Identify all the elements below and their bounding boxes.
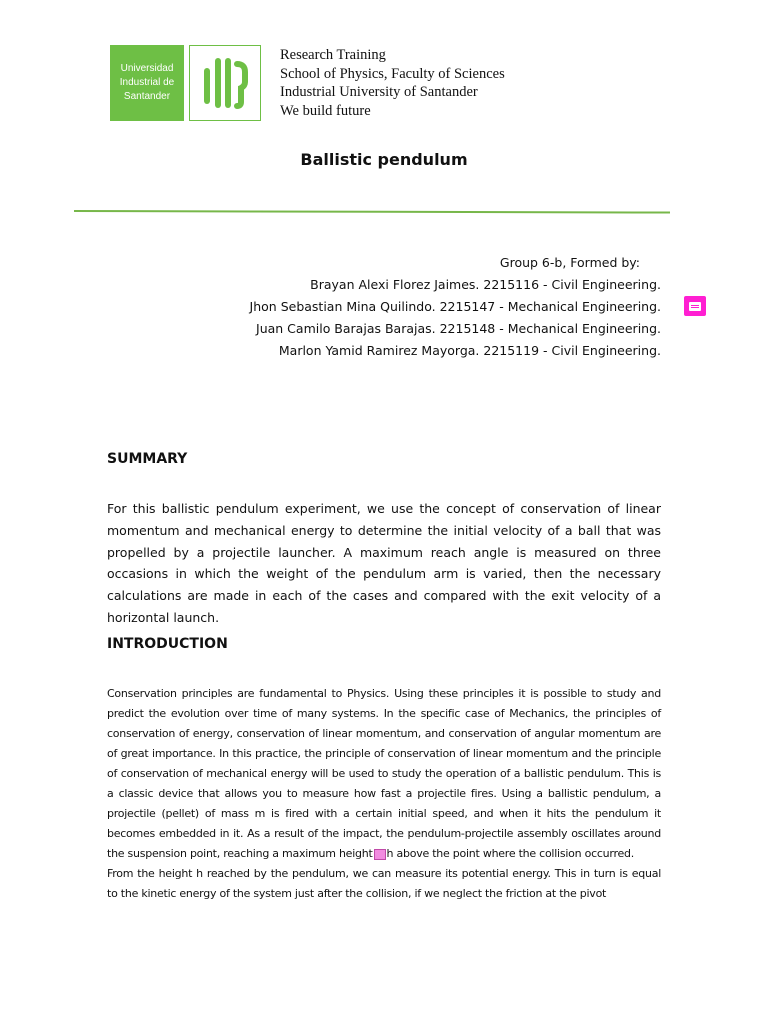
header-line-1: Research Training [280, 47, 386, 63]
summary-heading: SUMMARY [107, 451, 188, 467]
intro-paragraph-2: From the height h reached by the pendulum, we can measure its potential energy. This in turn is equal to the kinetic energy of the system just after the collision, if we neglect the friction at the pivot [107, 867, 661, 900]
header-line-3: Industrial University of Santander [280, 84, 478, 100]
intro-p1-after: h above the point where the collision occurred. [386, 847, 634, 860]
group-members [250, 252, 661, 362]
title-divider [74, 210, 670, 214]
introduction-body [107, 684, 661, 904]
group-member-4: Marlon Yamid Ramirez Mayorga. 2215119 - Civil Engineering. [278, 343, 661, 358]
logo-univ-line-1: Universidad [120, 63, 174, 74]
header-line-4: We build future [280, 102, 371, 119]
logo-univ-line-2: Industrial de [119, 77, 175, 88]
logo-univ-line-3: Santander [123, 91, 171, 102]
document-title: Ballistic pendulum [300, 150, 468, 169]
intro-p1-before: Conservation principles are fundamental to Physics. Using these principles it is possible to study and predict the evolution over time of many systems. In the specific case of Mechanics, the principles of conservation of energy, conservation of linear momentum, and conservation of angular momentum are of great importance. In this practice, the principle of conservation of linear momentum and the principle of conservation of mechanical energy will be used to study the operation of a ballistic pendulum. This is a classic device that allows you to measure how fast a projectile fires. Using a ballistic pendulum, a projectile (pellet) of mass m is fired with a certain initial speed, and when it hits the pendulum it becomes embedded in it. As a result of the impact, the pendulum-projectile assembly oscillates around the suspension point, reaching a maximum height [107, 687, 661, 860]
group-heading: Group 6-b, Formed by: [499, 255, 640, 270]
university-logo [110, 45, 184, 121]
group-member-1: Brayan Alexi Florez Jaimes. 2215116 - Civil Engineering. [310, 277, 661, 292]
group-member-2: Jhon Sebastian Mina Quilindo. 2215147 - Mechanical Engineering. [249, 299, 661, 314]
introduction-heading: INTRODUCTION [107, 636, 228, 652]
summary-paragraph: For this ballistic pendulum experiment, we use the concept of conservation of linear momentum and mechanical energy to determine the initial velocity of a ball that was propelled by a projectile launcher. A maximum reach angle is measured on three occasions in which the weight of the pendulum arm is varied, then the necessary calculations are made in each of the cases and compared with the exit velocity of a horizontal launch. [107, 501, 661, 625]
uis-monogram-icon [201, 54, 249, 112]
intro-paragraph-1 [107, 684, 661, 864]
uis-logo [189, 45, 261, 121]
comment-icon[interactable] [684, 296, 706, 316]
header-line-2: School of Physics, Faculty of Sciences [280, 65, 505, 82]
comment-marker-icon[interactable] [374, 849, 386, 860]
institution-header [280, 46, 505, 120]
group-member-3: Juan Camilo Barajas Barajas. 2215148 - Mechanical Engineering. [256, 321, 661, 336]
